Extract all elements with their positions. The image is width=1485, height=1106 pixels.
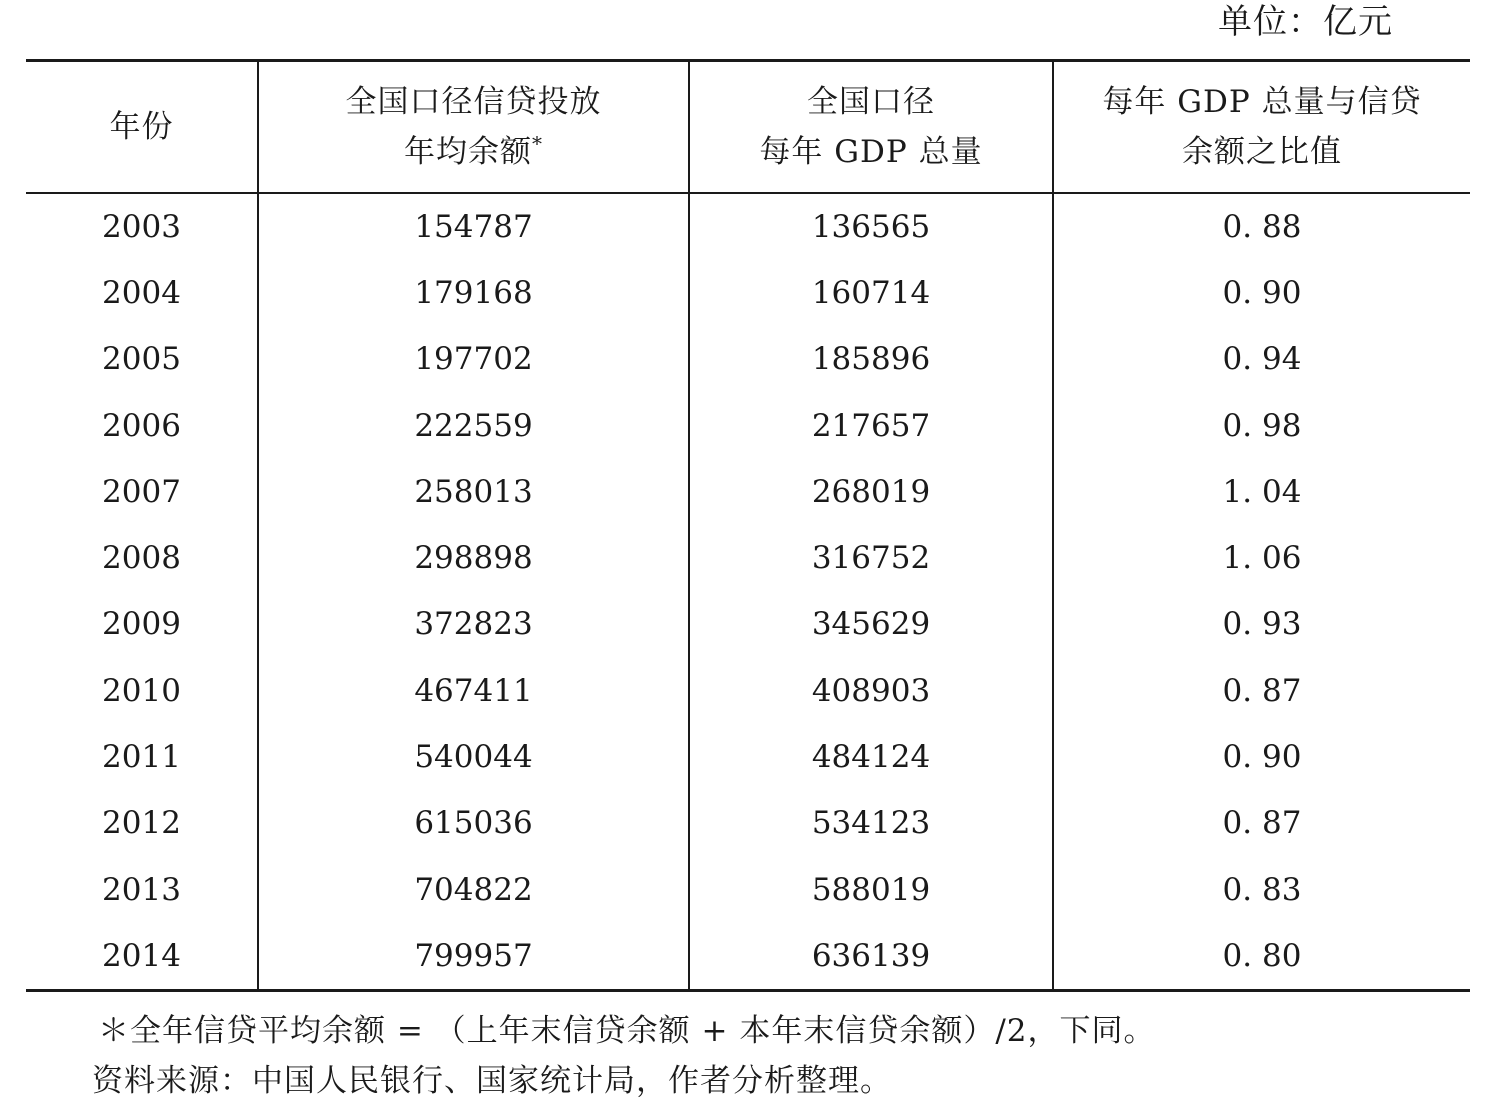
table-row xyxy=(26,724,1470,790)
header-gdp xyxy=(689,61,1053,193)
cell-credit: 298898 xyxy=(258,525,689,591)
cell-ratio: 0. 88 xyxy=(1053,193,1470,260)
cell-credit: 197702 xyxy=(258,326,689,392)
table-row xyxy=(26,459,1470,525)
cell-ratio: 1. 04 xyxy=(1053,459,1470,525)
cell-year: 2004 xyxy=(102,274,181,311)
table-body xyxy=(26,193,1470,991)
cell-gdp: 136565 xyxy=(689,193,1053,260)
header-credit xyxy=(258,61,689,193)
table-row xyxy=(26,392,1470,458)
cell-gdp: 534123 xyxy=(689,790,1053,856)
cell-year: 2013 xyxy=(102,871,181,908)
cell-ratio: 0. 87 xyxy=(1053,790,1470,856)
header-credit-line1: 全国口径信贷投放 xyxy=(345,83,602,120)
header-year-label: 年份 xyxy=(109,108,174,145)
cell-year: 2005 xyxy=(102,341,181,378)
table-row xyxy=(26,658,1470,724)
cell-gdp: 268019 xyxy=(689,459,1053,525)
cell-ratio: 1. 06 xyxy=(1053,525,1470,591)
cell-credit: 372823 xyxy=(258,591,689,657)
table-row xyxy=(26,326,1470,392)
credit-gdp-table xyxy=(26,59,1470,992)
cell-gdp: 484124 xyxy=(689,724,1053,790)
header-ratio-line1: 每年 GDP 总量与信贷 xyxy=(1102,83,1422,120)
header-year xyxy=(26,61,258,193)
cell-gdp: 217657 xyxy=(689,392,1053,458)
table-header-row xyxy=(26,61,1470,193)
cell-credit: 154787 xyxy=(258,193,689,260)
header-gdp-line2: 每年 GDP 总量 xyxy=(759,133,983,170)
header-credit-line2-wrap xyxy=(259,127,688,177)
cell-gdp: 316752 xyxy=(689,525,1053,591)
cell-gdp: 636139 xyxy=(689,923,1053,991)
cell-gdp: 408903 xyxy=(689,658,1053,724)
source-note: 资料来源：中国人民银行、国家统计局，作者分析整理。 xyxy=(92,1063,892,1099)
cell-gdp: 588019 xyxy=(689,856,1053,922)
header-ratio-line2: 余额之比值 xyxy=(1182,133,1342,170)
cell-year: 2003 xyxy=(102,208,181,245)
footnote-mark: * xyxy=(532,131,543,156)
cell-year: 2014 xyxy=(26,923,258,991)
cell-ratio: 0. 94 xyxy=(1053,326,1470,392)
cell-year: 2007 xyxy=(102,473,181,510)
cell-credit: 540044 xyxy=(258,724,689,790)
cell-gdp: 345629 xyxy=(689,591,1053,657)
cell-credit: 258013 xyxy=(258,459,689,525)
header-gdp-line1: 全国口径 xyxy=(807,83,935,120)
cell-credit: 799957 xyxy=(258,923,689,991)
cell-year: 2009 xyxy=(102,606,181,643)
table-notes xyxy=(92,1006,1156,1106)
cell-ratio: 0. 98 xyxy=(1053,392,1470,458)
cell-ratio: 0. 90 xyxy=(1053,260,1470,326)
cell-year: 2010 xyxy=(102,672,181,709)
cell-credit: 704822 xyxy=(258,856,689,922)
cell-ratio: 0. 90 xyxy=(1053,724,1470,790)
table-row xyxy=(26,856,1470,922)
cell-ratio: 0. 83 xyxy=(1053,856,1470,922)
header-credit-line2: 年均余额 xyxy=(404,133,532,170)
footnote: ＊全年信贷平均余额 = （上年末信贷余额 + 本年末信贷余额）/2，下同。 xyxy=(98,1013,1156,1049)
table-row xyxy=(26,260,1470,326)
cell-gdp: 160714 xyxy=(689,260,1053,326)
cell-credit: 222559 xyxy=(258,392,689,458)
cell-ratio: 0. 80 xyxy=(1053,923,1470,991)
unit-label: 单位：亿元 xyxy=(1218,2,1393,42)
table-row xyxy=(26,923,1470,991)
cell-year: 2008 xyxy=(102,540,181,577)
table-row xyxy=(26,193,1470,260)
header-ratio xyxy=(1053,61,1470,193)
cell-credit: 179168 xyxy=(258,260,689,326)
cell-year: 2012 xyxy=(102,805,181,842)
cell-ratio: 0. 93 xyxy=(1053,591,1470,657)
table-row xyxy=(26,591,1470,657)
table-row xyxy=(26,790,1470,856)
cell-credit: 467411 xyxy=(258,658,689,724)
cell-gdp: 185896 xyxy=(689,326,1053,392)
cell-ratio: 0. 87 xyxy=(1053,658,1470,724)
cell-year: 2006 xyxy=(102,407,181,444)
cell-year: 2011 xyxy=(102,739,181,776)
table-row xyxy=(26,525,1470,591)
cell-credit: 615036 xyxy=(258,790,689,856)
